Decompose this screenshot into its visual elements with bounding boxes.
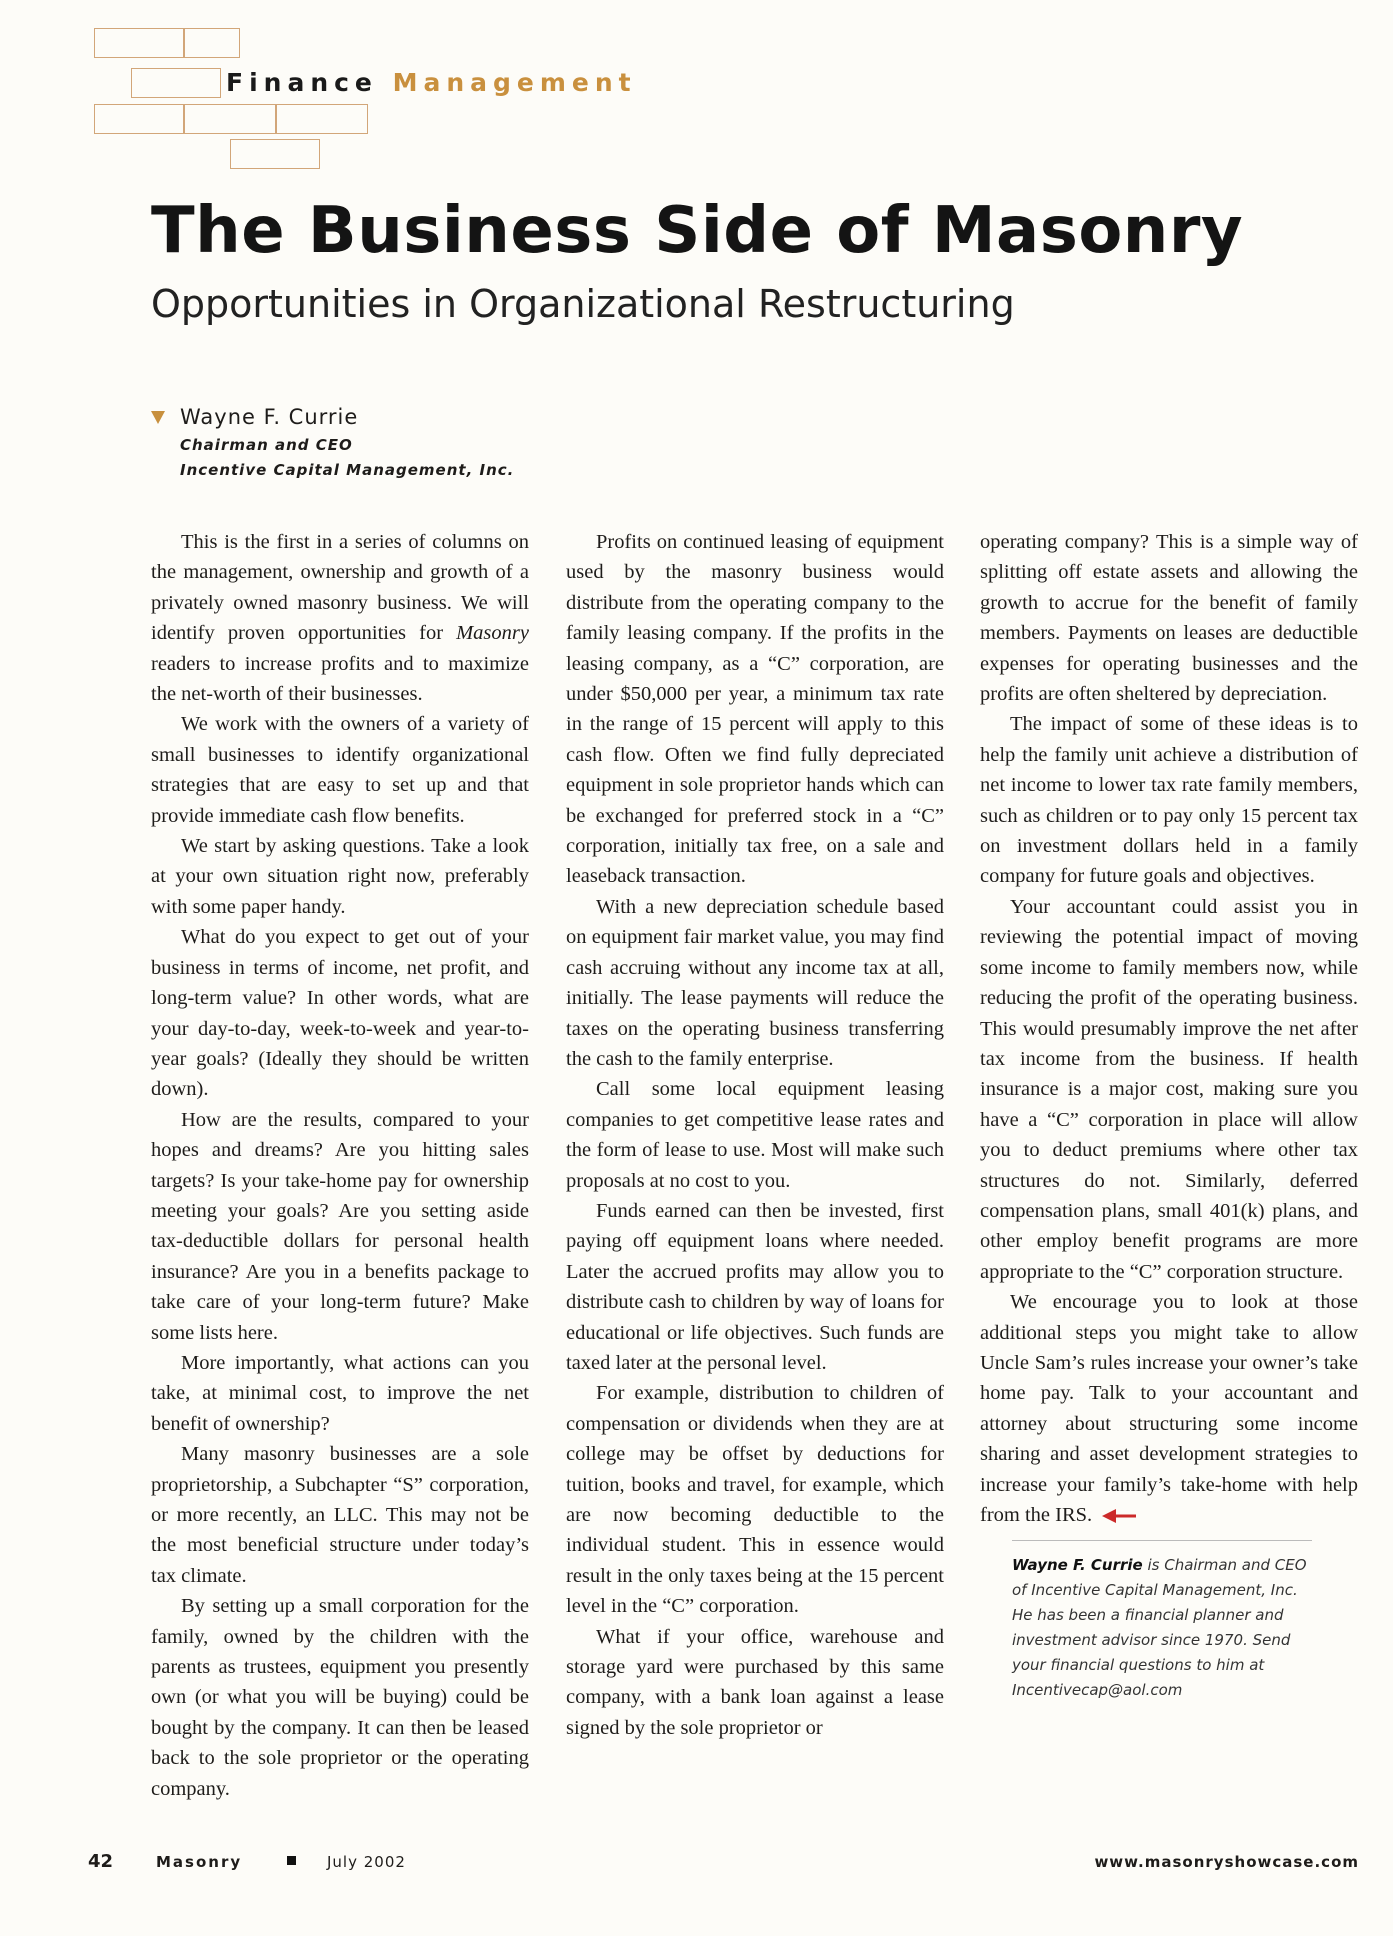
article-column-2 bbox=[566, 527, 944, 1743]
paragraph: Call some local equipment leasing companies to get competitive lease rates and the form of lease to use. Most will make such proposals at no cost to you. bbox=[566, 1078, 944, 1192]
paragraph: What if your office, warehouse and storage yard were purchased by this same company, with a bank loan against a lease signed by the sole proprietor or bbox=[566, 1625, 944, 1739]
bio-author-name: Wayne F. Currie bbox=[1012, 1556, 1143, 1575]
closing-paragraph-text: We encourage you to look at those additional steps you might take to allow Uncle Sam’s rules increase your owner’s take home pay. Talk to your accountant and attorney about structuring some income sharing and asset development strategies to increase your family’s take-home with help from the IRS. bbox=[980, 1291, 1358, 1526]
end-of-article-arrow-icon bbox=[1102, 1509, 1136, 1523]
paragraph: Funds earned can then be invested, first paying off equipment loans where needed. Later the accrued profits may allow you to distribute cash to children by way of loans for educational or life objectives. Such funds are taxed later at the personal level. bbox=[566, 1199, 944, 1374]
author-bio bbox=[1012, 1553, 1312, 1703]
paragraph: operating company? This is a simple way of splitting off estate assets and allowing the growth to accrue for the benefit of family members. Payments on leases are deductible expenses for operating businesses and the profits are often sheltered by depreciation. bbox=[980, 531, 1358, 706]
section-word-finance: Finance bbox=[226, 68, 378, 97]
author-name: Wayne F. Currie bbox=[180, 405, 359, 429]
article-column-1 bbox=[151, 527, 529, 1804]
website-url: www.masonryshowcase.com bbox=[1094, 1853, 1359, 1871]
brick bbox=[184, 28, 240, 58]
paragraph: This is the first in a series of columns on the management, ownership and growth of a privately owned masonry business. We will identify proven opportunities for Masonry readers to increase profits and to maximize the net-worth of their businesses. bbox=[151, 531, 529, 706]
brick bbox=[94, 104, 184, 134]
paragraph: How are the results, compared to your hopes and dreams? Are you hitting sales targets? Is your take-home pay for ownership meeting your goals? Are you setting aside tax-deductible dollars for personal health insurance? Are you in a benefits package to take care of your long-term future? Make some lists here. bbox=[151, 1108, 529, 1344]
square-separator-icon bbox=[287, 1856, 296, 1865]
issue-date: July 2002 bbox=[327, 1853, 406, 1871]
paragraph: By setting up a small corporation for the family, owned by the children with the parents as trustees, equipment you presently own (or what you will be buying) could be bought by the company. It can then be leased back to the sole proprietor or the operating company. bbox=[151, 1595, 529, 1800]
bio-divider bbox=[1012, 1540, 1312, 1541]
paragraph: With a new depreciation schedule based on equipment fair market value, you may find cash accruing without any income tax at all, initially. The lease payments will reduce the taxes on the operating business transferring the cash to the family enterprise. bbox=[566, 895, 944, 1070]
section-label bbox=[226, 68, 637, 97]
paragraph: For example, distribution to children of compensation or dividends when they are at college may be offset by deductions for tuition, books and travel, for example, which are now becoming deductible to the individual student. This in essence would result in the only taxes being at the 15 percent level in the “C” corporation. bbox=[566, 1382, 944, 1618]
article-title: The Business Side of Masonry bbox=[151, 194, 1244, 268]
article-column-3 bbox=[980, 527, 1358, 1703]
author-organization: Incentive Capital Management, Inc. bbox=[180, 461, 515, 479]
article-subtitle: Opportunities in Organizational Restructuring bbox=[151, 282, 1015, 326]
magazine-name: Masonry bbox=[156, 1853, 243, 1871]
bio-text: is Chairman and CEO of Incentive Capital Management, Inc. He has been a financial planner and investment advisor since 1970. Send your financial questions to him at Incentivecap@aol.com bbox=[1012, 1556, 1307, 1700]
paragraph: What do you expect to get out of your business in terms of income, net profit, and long-term value? In other words, what are your day-to-day, week-to-week and year-to-year goals? (Ideally they should be written down). bbox=[151, 926, 529, 1101]
page-number: 42 bbox=[88, 1851, 114, 1872]
triangle-bullet-icon bbox=[151, 411, 165, 424]
paragraph bbox=[980, 1287, 1358, 1530]
paragraph: More importantly, what actions can you take, at minimal cost, to improve the net benefit of ownership? bbox=[151, 1351, 529, 1435]
paragraph: We start by asking questions. Take a look at your own situation right now, preferably with some paper handy. bbox=[151, 835, 529, 918]
page-footer bbox=[0, 1851, 1393, 1875]
brick bbox=[276, 104, 368, 134]
paragraph: We work with the owners of a variety of small businesses to identify organizational strategies that are easy to set up and that provide immediate cash flow benefits. bbox=[151, 713, 529, 827]
section-word-management: Management bbox=[392, 68, 637, 97]
paragraph: Many masonry businesses are a sole proprietorship, a Subchapter “S” corporation, or more recently, an LLC. This may not be the most beneficial structure under today’s tax climate. bbox=[151, 1443, 529, 1587]
author-role: Chairman and CEO bbox=[180, 436, 353, 454]
paragraph: Profits on continued leasing of equipment used by the masonry business would distribute from the operating company to the family leasing company. If the profits in the leasing company, as a “C” corporation, are under $50,000 per year, a minimum tax rate in the range of 15 percent will apply to this cash flow. Often we find fully depreciated equipment in sole proprietor hands which can be exchanged for preferred stock in a “C” corporation, initially tax free, on a sale and leaseback transaction. bbox=[566, 531, 944, 888]
brick bbox=[94, 28, 184, 58]
brick bbox=[184, 104, 276, 134]
paragraph: The impact of some of these ideas is to help the family unit achieve a distribution of net income to lower tax rate family members, such as children or to pay only 15 percent tax on investment dollars held in a family company for future goals and objectives. bbox=[980, 713, 1358, 888]
paragraph: Your accountant could assist you in reviewing the potential impact of moving some income to family members now, while reducing the profit of the operating business. This would presumably improve the net after tax income from the business. If health insurance is a major cost, making sure you have a “C” corporation in place will allow you to deduct premiums where other tax structures do not. Similarly, deferred compensation plans, small 401(k) plans, and other employ benefit programs are more appropriate to the “C” corporation structure. bbox=[980, 895, 1358, 1283]
brick bbox=[131, 68, 221, 98]
brick bbox=[230, 139, 320, 169]
